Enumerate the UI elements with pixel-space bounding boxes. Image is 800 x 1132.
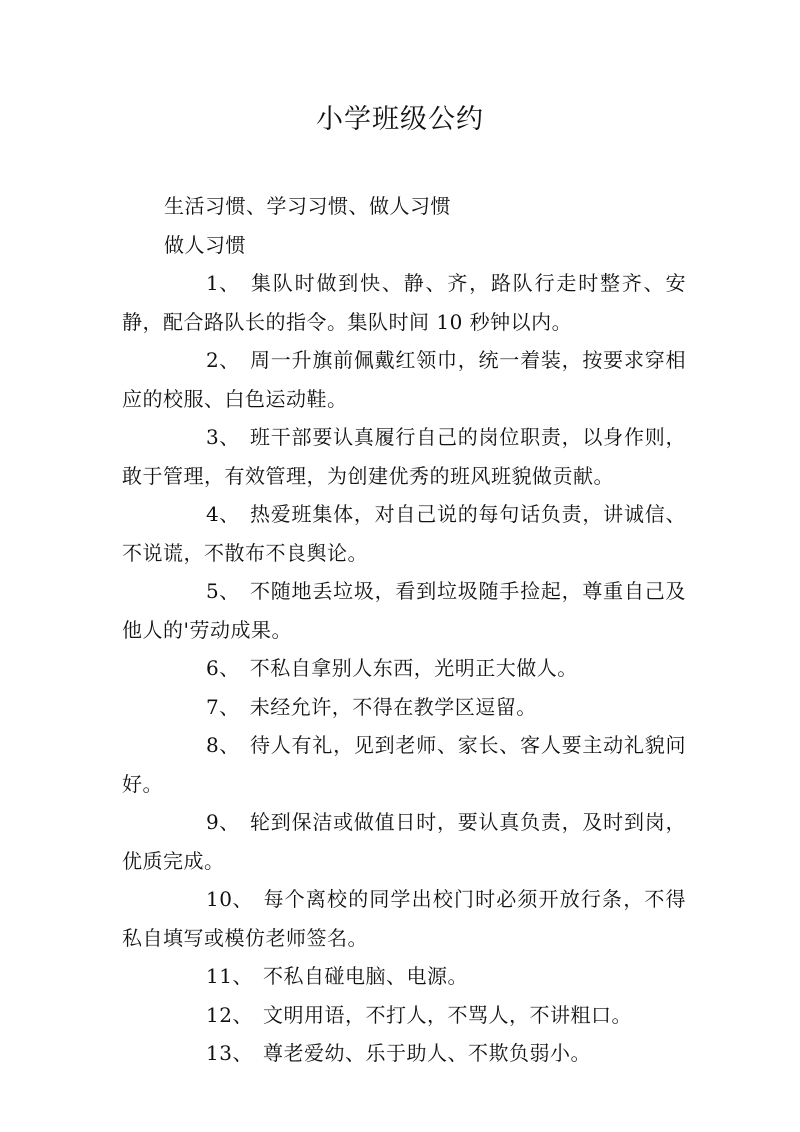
item-text: 周一升旗前佩戴红领巾，统一着装，按要求穿相应的校服、白色运动鞋。 [122,348,686,411]
item-number: 11、 [206,964,253,988]
list-item [122,572,686,649]
item-number: 1、 [206,271,240,295]
page-title: 小学班级公约 [316,104,484,135]
list-item [122,264,686,341]
item-number: 10、 [206,887,253,911]
item-text: 不私自碰电脑、电源。 [262,964,468,988]
item-text: 每个离校的同学出校门时必须开放行条，不得私自填写或模仿老师签名。 [122,887,686,950]
item-text: 待人有礼，见到老师、家长、客人要主动礼貌问好。 [122,733,686,796]
section-heading: 做人习惯 [164,232,246,257]
item-number: 4、 [206,502,240,526]
intro-line: 生活习惯、学习习惯、做人习惯 [164,194,451,218]
list-item [122,880,686,957]
list-item [122,495,686,572]
list-item [122,688,686,727]
document-body [122,187,686,1073]
item-number: 8、 [206,733,240,757]
item-number: 5、 [206,579,240,603]
list-item [122,803,686,880]
item-text: 不随地丢垃圾，看到垃圾随手捡起，尊重自己及他人的'劳动成果。 [122,579,686,642]
item-text: 未经允许，不得在教学区逗留。 [249,694,537,719]
list-item [122,341,686,418]
list-item [122,726,686,803]
item-text: 文明用语，不打人，不骂人，不讲粗口。 [262,1002,632,1027]
list-item [122,1034,686,1073]
item-number: 12、 [206,1002,253,1027]
item-text: 不私自拿别人东西，光明正大做人。 [249,656,578,680]
list-item [122,996,686,1035]
item-number: 2、 [206,348,240,372]
item-number: 3、 [206,425,240,449]
item-text: 轮到保洁或做值日时，要认真负责，及时到岗，优质完成。 [122,810,686,873]
item-text: 集队时做到快、静、齐，路队行走时整齐、安静，配合路队长的指令。集队时间 10 秒钟以内。 [122,271,686,334]
item-number: 13、 [206,1041,253,1065]
item-text: 班干部要认真履行自己的岗位职责，以身作则，敢于管理，有效管理，为创建优秀的班风班貌做贡献。 [122,425,686,488]
list-item [122,418,686,495]
item-text: 热爱班集体，对自己说的每句话负责，讲诚信、不说谎，不散布不良舆论。 [122,502,686,565]
list-item [122,957,686,996]
item-number: 7、 [206,694,240,719]
item-number: 6、 [206,656,240,680]
item-text: 尊老爱幼、乐于助人、不欺负弱小。 [262,1041,591,1065]
item-number: 9、 [206,810,240,834]
list-item [122,649,686,688]
